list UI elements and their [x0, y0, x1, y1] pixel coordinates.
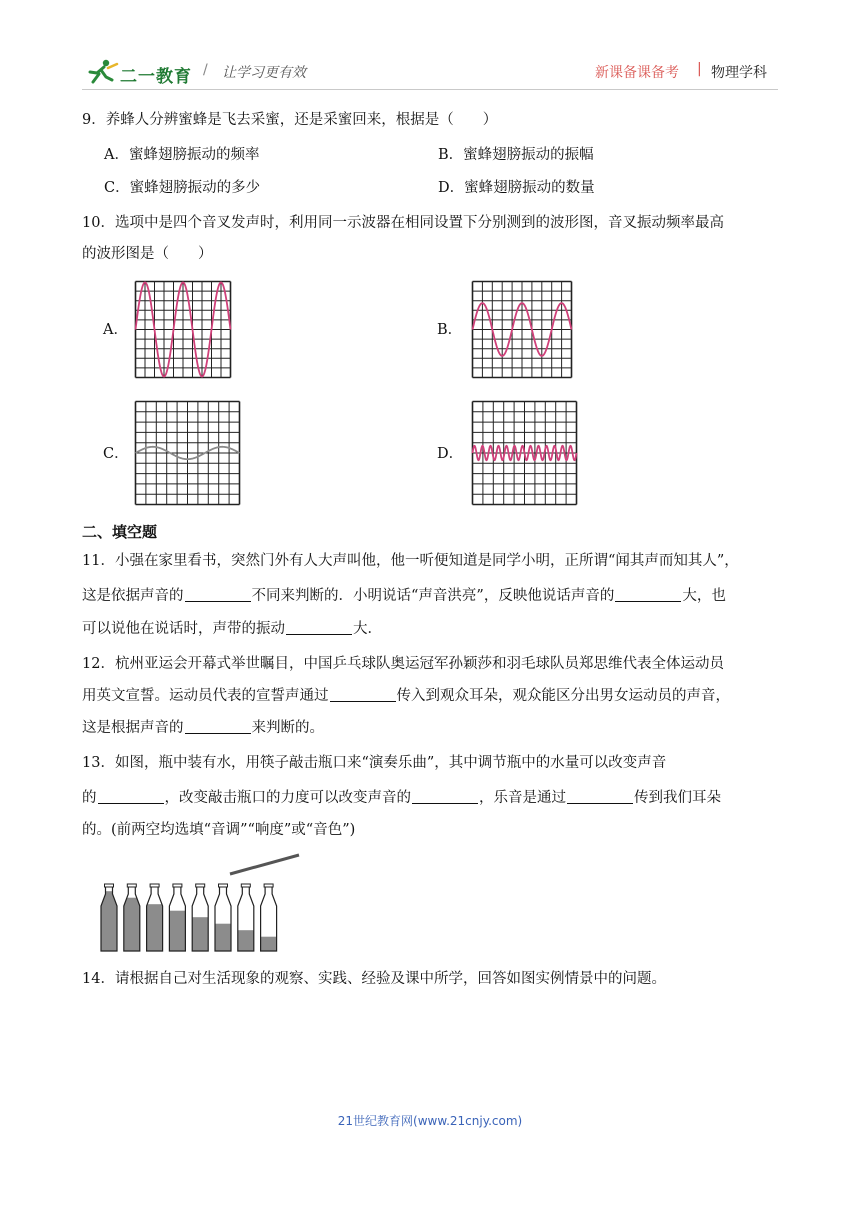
q12-line2: [82, 686, 730, 706]
oscilloscope-grid: [136, 402, 240, 505]
q11-line3: [82, 619, 382, 639]
bottle: [260, 884, 278, 952]
logo: [84, 58, 194, 86]
section-title: 二、填空题: [82, 523, 158, 541]
q13-text-2a: 的: [82, 790, 97, 806]
q9-option-d: D．蜜蜂翅膀振动的数量: [438, 180, 595, 196]
runner-icon: [84, 58, 120, 86]
q10-label-d: D．: [437, 446, 464, 462]
q11-text-2b: 不同来判断的．小明说话“声音洪亮”，反映他说话声音的: [251, 588, 615, 604]
q14-line1: 14．请根据自己对生活现象的观察、实践、经验及课中所学，回答如图实例情景中的问题。: [82, 971, 666, 987]
slogan-divider: /: [203, 62, 208, 78]
bottle: [214, 884, 232, 952]
oscilloscope-grid: [473, 282, 572, 378]
oscilloscope-b: [471, 280, 573, 379]
bottle: [237, 884, 255, 952]
q13-text-2b: ，改变敲击瓶口的力度可以改变声音的: [164, 790, 411, 806]
q10-label-a: A．: [103, 322, 128, 338]
footer: 21世纪教育网(www.21cnjy.com): [337, 1114, 523, 1128]
answer-blank[interactable]: [330, 687, 396, 702]
answer-blank[interactable]: [286, 620, 352, 635]
q11-line2: [82, 586, 726, 606]
q13-text-2c: ，乐音是通过: [479, 790, 566, 806]
q9-option-b: B．蜜蜂翅膀振动的振幅: [438, 147, 594, 163]
water: [260, 937, 278, 952]
chopstick: [230, 855, 299, 874]
q12-text-3a: 这是根据声音的: [82, 720, 184, 736]
q12-line1: 12．杭州亚运会开幕式举世瞩目，中国乒乓球队奥运冠军孙颖莎和羽毛球队员郑思维代表全体运动员: [82, 656, 724, 672]
q9-stem: 9．养蜂人分辨蜜蜂是飞去采蜜，还是采蜜回来，根据是（ ）: [82, 112, 498, 128]
q10-label-b: B．: [437, 322, 463, 338]
q11-text-3a: 可以说他在说话时，声带的振动: [82, 621, 285, 637]
bottle: [100, 884, 118, 952]
answer-blank[interactable]: [185, 587, 251, 602]
logo-text: 二一教育: [120, 67, 192, 87]
bottle: [123, 884, 141, 952]
answer-blank[interactable]: [615, 587, 681, 602]
q13-line3: 的。(前两空均选填“音调”“响度”或“音色”): [82, 822, 356, 838]
water: [237, 930, 255, 952]
answer-blank[interactable]: [567, 789, 633, 804]
water: [191, 917, 209, 952]
bottles-figure: [96, 852, 306, 954]
answer-blank[interactable]: [98, 789, 164, 804]
q10-stem-line1: 10．选项中是四个音叉发声时，利用同一示波器在相同设置下分别测到的波形图，音叉振动频率最高: [82, 215, 724, 231]
q11-text-3b: 大．: [353, 621, 382, 637]
subject-label: 物理学科: [711, 65, 767, 81]
answer-blank[interactable]: [412, 789, 478, 804]
q9-option-c: C．蜜蜂翅膀振动的多少: [104, 180, 261, 196]
q10-label-c: C．: [103, 446, 129, 462]
bottle: [168, 884, 186, 952]
water: [123, 898, 141, 952]
oscilloscope-d: [471, 400, 578, 506]
q12-text-2a: 用英文宣誓。运动员代表的宣誓声通过: [82, 688, 329, 704]
q13-line1: 13．如图，瓶中装有水，用筷子敲击瓶口来“演奏乐曲”，其中调节瓶中的水量可以改变声音: [82, 755, 667, 771]
header-tag: 新课备课备考: [595, 65, 679, 81]
header-separator: |: [697, 61, 702, 77]
q11-line1: 11．小强在家里看书，突然门外有人大声叫他，他一听便知道是同学小明，正所谓“闻其声而知其人”，: [82, 553, 739, 569]
q11-text-2a: 这是依据声音的: [82, 588, 184, 604]
oscilloscope-c: [134, 400, 241, 506]
q12-text-3b: 来判断的。: [251, 720, 324, 736]
water: [214, 924, 232, 952]
oscilloscope-a: [134, 280, 232, 379]
q9-option-a: A．蜜蜂翅膀振动的频率: [104, 147, 260, 163]
water: [146, 904, 164, 952]
q11-text-2c: 大，也: [682, 588, 726, 604]
q13-text-2d: 传到我们耳朵: [634, 790, 721, 806]
q12-line3: [82, 718, 324, 738]
slogan: 让学习更有效: [222, 65, 306, 81]
header-rule: [82, 89, 778, 90]
q12-text-2b: 传入到观众耳朵，观众能区分出男女运动员的声音，: [396, 688, 730, 704]
bottle: [191, 884, 209, 952]
answer-blank[interactable]: [185, 719, 251, 734]
bottle: [146, 884, 164, 952]
q13-line2: [82, 788, 721, 808]
q10-stem-line2: 的波形图是（ ）: [82, 246, 213, 262]
water: [168, 911, 186, 952]
